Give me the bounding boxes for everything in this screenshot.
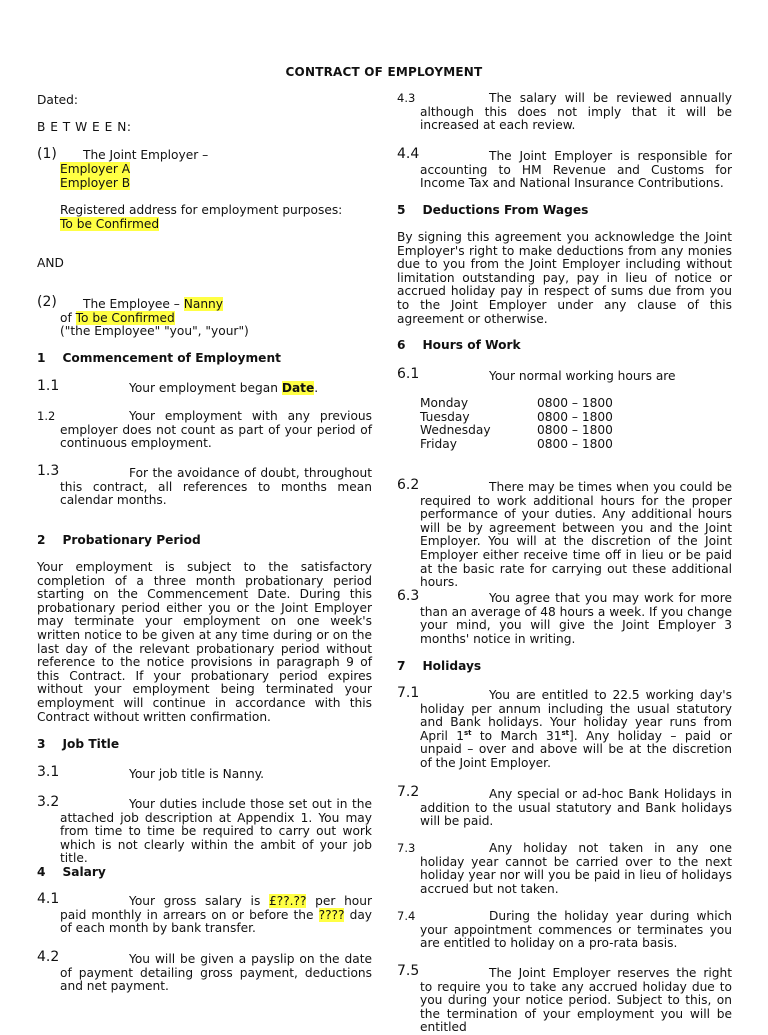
clause-text: The Joint Employer reserves the right to require you to take any accrued holiday due to you during your notice period. Subject to this, on the termination of your employment you will be entitled	[420, 966, 732, 1035]
clause-text: Any holiday not taken in any one holiday year cannot be carried over to the next holiday year nor will you be paid in lieu of holidays accrued but not taken.	[420, 841, 732, 896]
clause-6-3	[397, 590, 732, 646]
clause-number: 7.2	[397, 784, 420, 800]
clause-3-2	[37, 796, 372, 866]
clause-text: You will be given a payslip on the date of payment detailing gross payment, deductions and net payment.	[60, 952, 372, 994]
clause-number: 1.2	[37, 409, 56, 423]
clause-text: Your normal working hours are	[489, 369, 676, 383]
ordinal-suffix: st	[463, 728, 472, 737]
clause-number: 6.2	[397, 477, 420, 493]
clause-number: 4.3	[397, 91, 416, 105]
clause-text: The Joint Employer is responsible for accounting to HM Revenue and Customs for Income Tax and National Insurance Contributions.	[420, 149, 732, 191]
holiday-text-b: to March 31	[479, 728, 562, 743]
employee-role: Nanny	[183, 297, 223, 311]
clause-text: For the avoidance of doubt, throughout this contract, all references to months mean calendar months.	[60, 466, 372, 508]
clause-1-3	[37, 465, 372, 508]
party-1-number: (1)	[37, 146, 57, 162]
start-date: Date	[281, 381, 315, 395]
time-range: 0800 – 1800	[537, 396, 613, 410]
clause-4-4	[397, 148, 732, 191]
clause-7-5	[397, 965, 732, 1035]
time-range: 0800 – 1800	[537, 423, 613, 438]
section-1-heading: 1 Commencement of Employment	[37, 351, 281, 365]
clause-1-2	[37, 410, 372, 451]
holiday-text-c: ]. Any holiday – paid or unpaid – over and above will be at the discretion of the Joint Employer.	[420, 728, 732, 770]
day-label: Monday	[420, 396, 469, 410]
day-label: Wednesday	[420, 423, 491, 438]
clause-4-1	[37, 893, 372, 936]
clause-number: 7.1	[397, 685, 420, 701]
clause-text: Your job title is Nanny.	[129, 767, 265, 781]
party-1-label: The Joint Employer –	[83, 148, 209, 162]
salary-text-b: per hour paid monthly in arrears on or before the	[60, 894, 372, 922]
holiday-text-a: You are entitled to 22.5 working day's holiday per annum including the usual statutory and Bank holidays. Your holiday year runs from April 1	[420, 688, 732, 743]
clause-number: 3.1	[37, 764, 60, 780]
section-4-heading: 4 Salary	[37, 865, 106, 879]
clause-7-1	[397, 687, 732, 771]
between-label: B E T W E E N:	[37, 120, 132, 134]
hourly-rate: £??.??	[268, 894, 307, 908]
pay-day: ????	[318, 907, 345, 922]
day-label: Tuesday	[420, 409, 470, 424]
salary-text-c: day of each month by bank transfer.	[60, 907, 373, 936]
clause-7-4	[397, 910, 732, 951]
section-6-heading: 6 Hours of Work	[397, 338, 521, 352]
clause-number: 6.1	[397, 366, 420, 382]
clause-text: During the holiday year during which your appointment commences or terminates you are entitled to holiday on a pro-rata basis.	[420, 909, 732, 951]
working-hours-table	[420, 397, 660, 453]
and-label: AND	[37, 256, 64, 270]
section-2-text: Your employment is subject to the satisfactory completion of a three month probationary period starting on the Commencement Date. During this probationary period either you or the Joint Employer may terminate your employment on one week's written notice to be given at any time during or on the last day of the relevant probationary period without reference to the notice provisions in paragraph 9 of this Contract. If your probationary period expires without your employment being terminated your employment will continue in accordance with this Contract without written confirmation.	[37, 560, 372, 724]
clause-text: Your duties include those set out in the attached job description at Appendix 1. You may from time to time be required to carry out work which is not clearly within the ambit of your job title.	[60, 797, 372, 866]
clause-number: 7.5	[397, 963, 420, 979]
clause-number: 7.3	[397, 841, 416, 855]
section-5-heading: 5 Deductions From Wages	[397, 203, 589, 217]
clause-number: 4.4	[397, 146, 420, 162]
employee-definition: ("the Employee" "you", "your")	[60, 324, 249, 338]
dated-label: Dated:	[37, 93, 78, 107]
time-range: 0800 – 1800	[537, 436, 613, 451]
party-2-number: (2)	[37, 294, 57, 310]
clause-number: 1.1	[37, 378, 60, 394]
of-label: of	[60, 311, 72, 325]
clause-text: The salary will be reviewed annually although this does not imply that it will be increased at each review.	[420, 91, 732, 133]
clause-4-2	[37, 951, 372, 994]
clause-text: Your employment began	[129, 381, 278, 395]
clause-number: 1.3	[37, 463, 60, 479]
clause-text: Any special or ad-hoc Bank Holidays in addition to the usual statutory and Bank holidays will be paid.	[420, 787, 732, 829]
clause-6-2	[397, 479, 732, 590]
employer-a: Employer A	[60, 162, 131, 176]
document-title: CONTRACT OF EMPLOYMENT	[285, 65, 483, 79]
clause-number: 4.1	[37, 891, 60, 907]
clause-number: 4.2	[37, 949, 60, 965]
employee-name: To be Confirmed	[75, 311, 175, 325]
day-label: Friday	[420, 436, 457, 451]
clause-7-2	[397, 786, 732, 829]
clause-7-3	[397, 842, 732, 896]
clause-number: 7.4	[397, 909, 416, 923]
clause-text: You agree that you may work for more than an average of 48 hours a week. If you change your mind, you will give the Joint Employer 3 months' notice in writing.	[420, 591, 732, 646]
section-2-heading: 2 Probationary Period	[37, 533, 201, 547]
section-3-heading: 3 Job Title	[37, 737, 120, 751]
clause-4-3	[397, 92, 732, 133]
ordinal-suffix: st	[561, 728, 570, 737]
clause-number: 3.2	[37, 794, 60, 810]
employer-b: Employer B	[60, 176, 131, 190]
section-7-heading: 7 Holidays	[397, 659, 482, 673]
party-2-label: The Employee –	[83, 297, 180, 311]
registered-address-label: Registered address for employment purposes:	[60, 203, 343, 217]
section-5-text: By signing this agreement you acknowledge the Joint Employer's right to make deductions from any monies due to you from the Joint Employer including without limitation outstanding pay, pay in lieu of notice or accrued holiday pay in respect of sums due from you to the Joint Employer under any clause of this agreement or otherwise.	[397, 230, 732, 326]
clause-text: There may be times when you could be required to work additional hours for the proper performance of your duties. Any additional hours will be by agreement between you and the Joint Employer. You will at the discretion of the Joint Employer either receive time off in lieu or be paid at the basic rate for carrying out these additional hours.	[420, 480, 732, 590]
clause-number: 6.3	[397, 588, 420, 604]
clause-text: Your employment with any previous employer does not count as part of your period of continuous employment.	[60, 409, 372, 451]
registered-address-value: To be Confirmed	[60, 217, 160, 231]
salary-text-a: Your gross salary is	[129, 894, 261, 908]
time-range: 0800 – 1800	[537, 409, 613, 424]
